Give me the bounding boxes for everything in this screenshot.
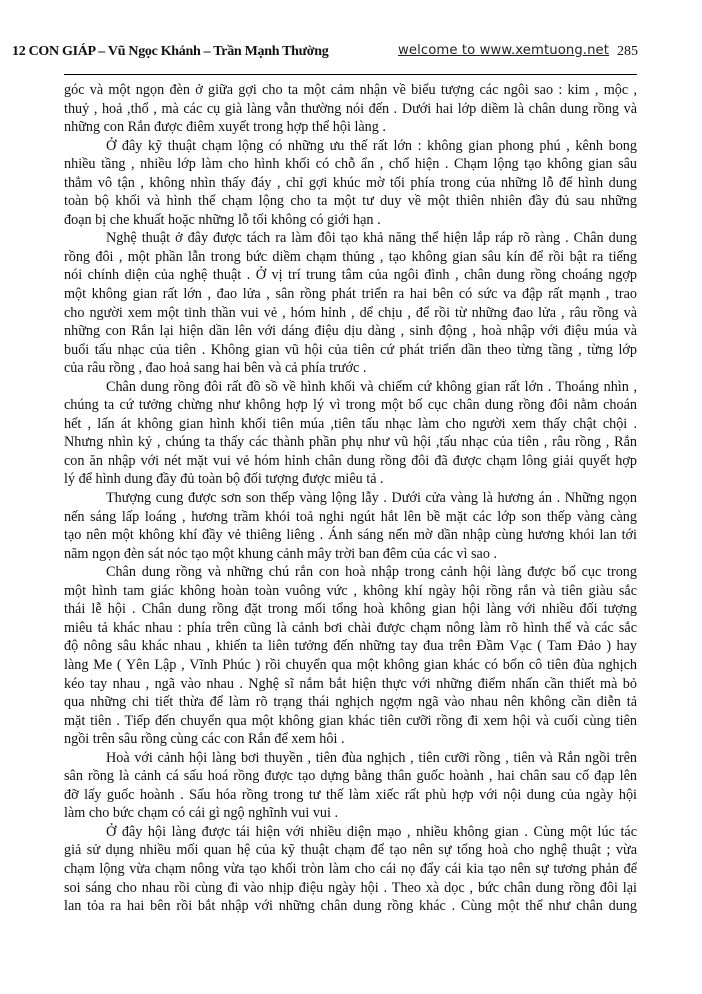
- text-line: đỡ lấy guốc hoành . Sấu hóa rồng trong tư thế làm xiếc rất phù hợp với nội dung của ngày hội: [64, 786, 637, 803]
- running-header-title: 12 CON GIÁP – Vũ Ngọc Khánh – Trần Mạnh Thường: [12, 44, 329, 59]
- text-line: giả sử dụng nhiều mối quan hệ của kỹ thuật chạm để tạo nên sự tổng hoà cho nghệ thuật ; vừa: [64, 842, 637, 859]
- paragraph-first-line: Chân dung rồng đôi rất đồ sồ về hình khối và chiếm cứ không gian rất lớn . Thoáng nhìn ,: [106, 378, 637, 395]
- text-line: qua những chi tiết thừa để làm rõ trạng thái nghịch ngợm ngã vào nhau nên không cần diễn tả: [64, 694, 637, 711]
- text-line: một không gian rất lớn , đao lửa , sân rồng phát triển ra hai bên có sức va đập rất mạnh , trao: [64, 286, 637, 303]
- paragraph-first-line: Thượng cung được sơn son thếp vàng lộng lẫy . Dưới cửa vàng là hương án . Những ngọn: [106, 490, 637, 507]
- text-line: sân rồng là cảnh cá sấu hoá rồng được tạo dựng bằng thân guốc hoành , hai chân sau cố đạp lên: [64, 768, 637, 785]
- text-line: cho người xem một tinh thần vui vẻ , hóm hỉnh , dể chịu , để rồi từ những đao lửa , râu rồng và: [64, 304, 637, 321]
- text-line: làm cho bức chạm có cái gì ngộ nghĩnh vui vui .: [64, 805, 339, 822]
- text-line: buổi tấu nhạc của tiên . Không gian vũ hội của tiên cứ phát triển dần theo từng tầng , từng lớp: [64, 341, 637, 358]
- paragraph-first-line: Ở đây hội làng được tái hiện với nhiều diện mạo , nhiều không gian . Cùng một lúc tác: [106, 823, 637, 840]
- text-line: thái lễ hội . Chân dung rồng đặt trong mối tổng hoà không gian hội làng với nhiều đối tượng: [64, 601, 637, 618]
- text-line: chạm lộng vừa chạm nông vừa tạo khối tròn làm cho cái nọ đẩy cái kia tạo nên sự tương phản để: [64, 860, 637, 877]
- text-line: nói chính diện của nghệ thuật . Ở vị trí trung tâm của ngôi đình , chân dung rồng choáng ngợp: [64, 267, 637, 284]
- text-line: kéo tay nhau , ngã vào nhau . Nghệ sĩ nắm bắt hiện thực với những điểm nhấn cần thiết mà bỏ: [64, 675, 637, 692]
- text-line: của râu rồng , đao hoả sang hai bên và cả phía trước .: [64, 360, 367, 377]
- text-line: soi sáng cho nhau rồi cùng đi vào nhịp điệu ngày hội . Theo xà dọc , bức chân dung rồng đôi lại: [64, 879, 637, 896]
- text-line: miêu tả khác nhau : phía trên cũng là cảnh bơi chài được chạm nông làm rõ hình thể và các sắc: [64, 619, 637, 636]
- text-line: tạo nên một không khí đầy vẻ thiêng liêng . Ánh sáng nến mờ dần nhập cùng hương khói lan tới: [64, 527, 637, 544]
- text-line: thuỷ , hoả ,thổ , mà các cụ già làng vẫn thường nói đến . Dưới hai lớp diềm là chân dung rồng và: [64, 100, 637, 117]
- text-line: ngồi trên sâu rồng cùng các con Rắn để xem hôi .: [64, 731, 345, 748]
- text-line: con ăn nhập với nét mặt vui vẻ hóm hỉnh chân dung rồng đôi đã được chạm lông giải quyết hợp: [64, 452, 637, 469]
- header-rule: [64, 74, 637, 75]
- text-line: chúng ta cứ tưởng chừng như không hợp lý vì trong một bố cục chân dung rồng đôi nằm choán: [64, 397, 637, 414]
- paragraph-first-line: Hoà với cảnh hội làng bơi thuyền , tiên đùa nghịch , tiên cưỡi rồng , tiên và Rắn ngồi trên: [106, 749, 637, 766]
- body-text: [64, 81, 637, 916]
- text-line: những con Rắn được điêm xuyết trong hợp thể hội làng .: [64, 119, 386, 136]
- text-line: đoạn bị che khuất hoặc những lỗ tối không có giới hạn .: [64, 211, 381, 228]
- text-line: rồng đôi , một phần lẫn trong bức diềm chạm thủng , tạo không gian sâu kín để rồi bật ra tiếng: [64, 248, 637, 265]
- text-line: lý để hình dung đầy đủ toàn bộ đối tượng được miêu tả .: [64, 471, 384, 488]
- text-line: làng Me ( Yên Lập , Vĩnh Phúc ) rồi chuyển qua một không gian khác có bốn cô tiên đùa nghịch: [64, 656, 637, 673]
- text-line: toàn bộ khối và hình thể chạm lộng cho ta một tư duy về một thiên nhiên đầy đủ sau những: [64, 193, 637, 210]
- text-line: thẳm vô tận , không nhìn thấy đáy , chỉ gợi khúc mờ tối phía trong của những lỗ để hình dung: [64, 174, 637, 191]
- text-line: hết , lấn át không gian hình khối tiên múa ,tiên tấu nhạc làm cho người xem thấy chật chội .: [64, 415, 637, 432]
- text-line: năm ngọn đèn sát nóc tạo một khung cảnh mây trời ban đêm của các vì sao .: [64, 545, 498, 562]
- text-line: một hình tam giác không hoàn toàn vuông vức , không khí ngày hội rồng rắn và tiên giàu sắc: [64, 582, 637, 599]
- paragraph-first-line: Nghệ thuật ở đây được tách ra làm đôi tạo khả năng thể hiện lắp ráp rõ ràng . Chân dung: [106, 230, 637, 247]
- paragraph-first-line: Ở đây kỹ thuật chạm lộng có những ưu thế rất lớn : không gian phong phú , kênh bong: [106, 137, 637, 154]
- text-line: nến sáng lấp loáng , hương trầm khói toả nghi ngút hắt lên bề mặt các lớp son thếp vàng càng: [64, 508, 637, 525]
- text-line: mặt tiên . Tiếp đến chuyển qua một không gian khác tiên cưỡi rồng đi xem hội và cuối cùng tiên: [64, 712, 637, 729]
- text-line: góc và một ngọn đèn ở giữa gợi cho ta một cảm nhận về biểu tượng các ngôi sao : kim , mộc ,: [64, 82, 637, 98]
- website-link[interactable]: welcome to www.xemtuong.net: [398, 43, 610, 58]
- text-line: lan tỏa ra hai bên rồi bắt nhập với những chân dung rồng khác . Cùng một thể như chân dung: [64, 898, 637, 915]
- paragraph-first-line: Chân dung rồng và những chú rắn con hoà nhập trong cảnh hội làng được bố cục trong: [106, 564, 637, 581]
- text-line: Nhưng nhìn kỷ , chúng ta thấy các thành phần phụ như vũ hội ,tấu nhạc của tiên , râu rồng , Rắn: [64, 434, 637, 451]
- page-number: 285: [617, 44, 638, 59]
- text-line: độ nông sâu khác nhau , khiến ta liên tưởng đến những tay đua trên Đầm Vạc ( Tam Đảo ) hay: [64, 638, 637, 655]
- text-line: những con Rắn lại hiện dần lên với dáng điệu dịu dàng , sinh động , hoà nhập với điệu múa và: [64, 323, 637, 340]
- text-line: nhiều tầng , nhiều lớp làm cho hình khối có chỗ ẩn , chổ hiện . Chạm lộng tạo không gian sâu: [64, 156, 637, 173]
